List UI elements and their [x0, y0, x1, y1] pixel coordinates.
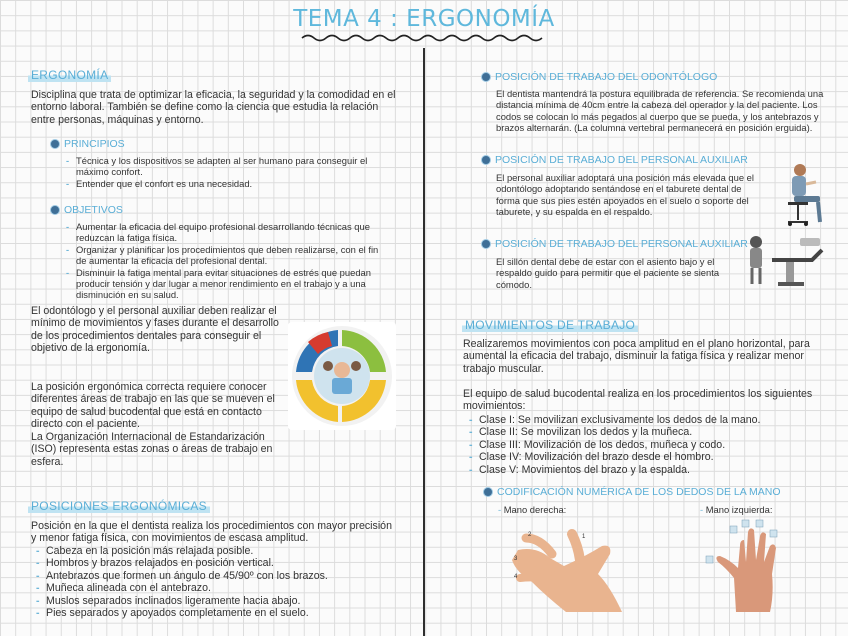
heading-odontologo [481, 71, 717, 83]
odontologo-text: El dentista mantendrá la postura equilibrada de referencia. Se recomienda una distancia mínima de 40cm entre la cabeza del operador y la del paciente. Los codos se colocan lo más pegados al cuerpo que se pueda, y los antebrazos y brazos alternarán. (La columna vertebral permanecerá en posición erguida). [496, 88, 824, 134]
heading-principios [50, 138, 125, 150]
list-item: - Muslos separados inclinados ligeramente hacia abajo. [36, 595, 398, 607]
list-item: - Técnica y los dispositivos se adapten al ser humano para conseguir el máximo confort. [66, 155, 376, 178]
posiciones-text: Posición en la que el dentista realiza los procedimientos con mayor precisión y menor fatiga física, con movimientos de escasa amplitud. [31, 520, 392, 545]
list-item: - Muñeca alineada con el antebrazo. [36, 582, 398, 594]
dental-chair-illustration [742, 232, 828, 288]
list-item: - Disminuir la fatiga mental para evitar situaciones de estrés que puedan producir tensión y dar lugar a menor rendimiento en el trabajo y a una disminución en su salud. [66, 267, 390, 301]
odontologo-label: POSICIÓN DE TRABAJO DEL ODONTÓLOGO [495, 71, 718, 83]
list-item: - Clase II: Se movilizan los dedos y la muñeca. [469, 426, 831, 438]
bullet-dot-icon [50, 139, 60, 149]
list-item: - Aumentar la eficacia del equipo profesional desarrollando técnicas que reduzcan la fatiga física. [66, 221, 390, 244]
movimientos-text-2: El equipo de salud bucodental realiza en los procedimientos los siguientes movimientos: [463, 388, 813, 413]
heading-objetivos [50, 204, 123, 216]
left-hand-illustration [704, 516, 800, 612]
bullet-dot-icon [481, 72, 491, 82]
objetivos-label: OBJETIVOS [64, 204, 123, 216]
heading-movimientos: MOVIMIENTOS DE TRABAJO [462, 318, 638, 332]
list-item: - Organizar y planificar los procedimientos que deben realizarse, con el fin de aumentar la eficacia del profesional dental. [66, 244, 390, 267]
bullet-dot-icon [481, 239, 491, 249]
bullet-dot-icon [481, 155, 491, 165]
objetivos-list [66, 221, 390, 301]
codificacion-label: CODIFICACIÓN NUMÉRICA DE LOS DEDOS DE LA MANO [497, 486, 781, 498]
paragraph-odontologo-auxiliar: El odontólogo y el personal auxiliar deben realizar el mínimo de movimientos y fases durante el desarrollo de los procedimientos dentales para conseguir el objetivo de la ergonomía. [31, 305, 279, 355]
movimientos-list [469, 414, 831, 476]
list-item: - Pies separados y apoyados completamente en el suelo. [36, 607, 398, 619]
bullet-dot-icon [483, 487, 493, 497]
movimientos-text-1: Realizaremos movimientos con poca amplitud en el plano horizontal, para aumental la eficacia del trabajo, disminuir la fatiga física y realizar menor trabajo muscular. [463, 338, 810, 375]
svg-text:4: 4 [514, 574, 518, 580]
bullet-dot-icon [50, 205, 60, 215]
list-item: - Clase IV: Movilización del brazo desde el hombro. [469, 451, 831, 463]
auxiliar-1-label: POSICIÓN DE TRABAJO DEL PERSONAL AUXILIAR [495, 154, 748, 166]
list-item: - Clase I: Se movilizan exclusivamente los dedos de la mano. [469, 414, 831, 426]
mano-izquierda-label: - Mano izquierda: [700, 504, 773, 515]
principios-list [66, 155, 376, 189]
right-hand-illustration [506, 516, 626, 612]
mano-derecha-label: - Mano derecha: [498, 504, 567, 515]
posiciones-list [36, 545, 398, 619]
paragraph-posicion-correcta: La posición ergonómica correcta requiere conocer diferentes áreas de trabajo en las que se mueven el equipo de salud bucodental que está en contacto directo con el paciente. [31, 381, 275, 431]
list-item: - Antebrazos que formen un ángulo de 45/90º con los brazos. [36, 570, 398, 582]
auxiliar-2-label: POSICIÓN DE TRABAJO DEL PERSONAL AUXILIAR [495, 238, 748, 250]
svg-text:3: 3 [514, 556, 518, 562]
svg-text:1: 1 [582, 534, 586, 540]
list-item: - Clase V: Movimientos del brazo y la espalda. [469, 464, 831, 476]
list-item: - Entender que el confort es una necesidad. [66, 178, 376, 189]
iso-work-areas-diagram [288, 322, 396, 430]
auxiliar-1-text: El personal auxiliar adoptará una posición más elevada que el odontólogo adoptando sentándose en el taburete dental de forma que sus pies estén apoyados en el suelo o soporte del taburete, y su espalda en el respaldo. [496, 172, 754, 218]
heading-auxiliar-2 [481, 238, 748, 250]
heading-codificacion [483, 486, 781, 498]
list-item: - Clase III: Movilización de los dedos, muñeca y codo. [469, 439, 831, 451]
principios-label: PRINCIPIOS [64, 138, 125, 150]
page-title: TEMA 4 : ERGONOMÍA [293, 6, 555, 32]
assistant-stool-illustration [780, 160, 830, 230]
svg-text:2: 2 [528, 532, 532, 538]
list-item: - Cabeza en la posición más relajada posible. [36, 545, 398, 557]
paragraph-iso: La Organización Internacional de Estandarización (ISO) representa estas zonas o áreas de trabajo en esfera. [31, 431, 273, 468]
list-item: - Hombros y brazos relajados en posición vertical. [36, 557, 398, 569]
heading-posiciones: POSICIONES ERGONÓMICAS [28, 499, 210, 513]
column-divider [423, 48, 425, 636]
ergonomia-definition: Disciplina que trata de optimizar la eficacia, la seguridad y la comodidad en el entorno laboral. También se define como la ciencia que estudia la relación entre personas, máquinas y entorno. [31, 89, 396, 126]
heading-ergonomia: ERGONOMÍA [28, 68, 111, 82]
heading-auxiliar-1 [481, 154, 748, 166]
auxiliar-2-text: El sillón dental debe de estar con el asiento bajo y el respaldo guido para permitir que el paciente se sienta cómodo. [496, 256, 720, 290]
title-underline-wave [300, 33, 548, 43]
